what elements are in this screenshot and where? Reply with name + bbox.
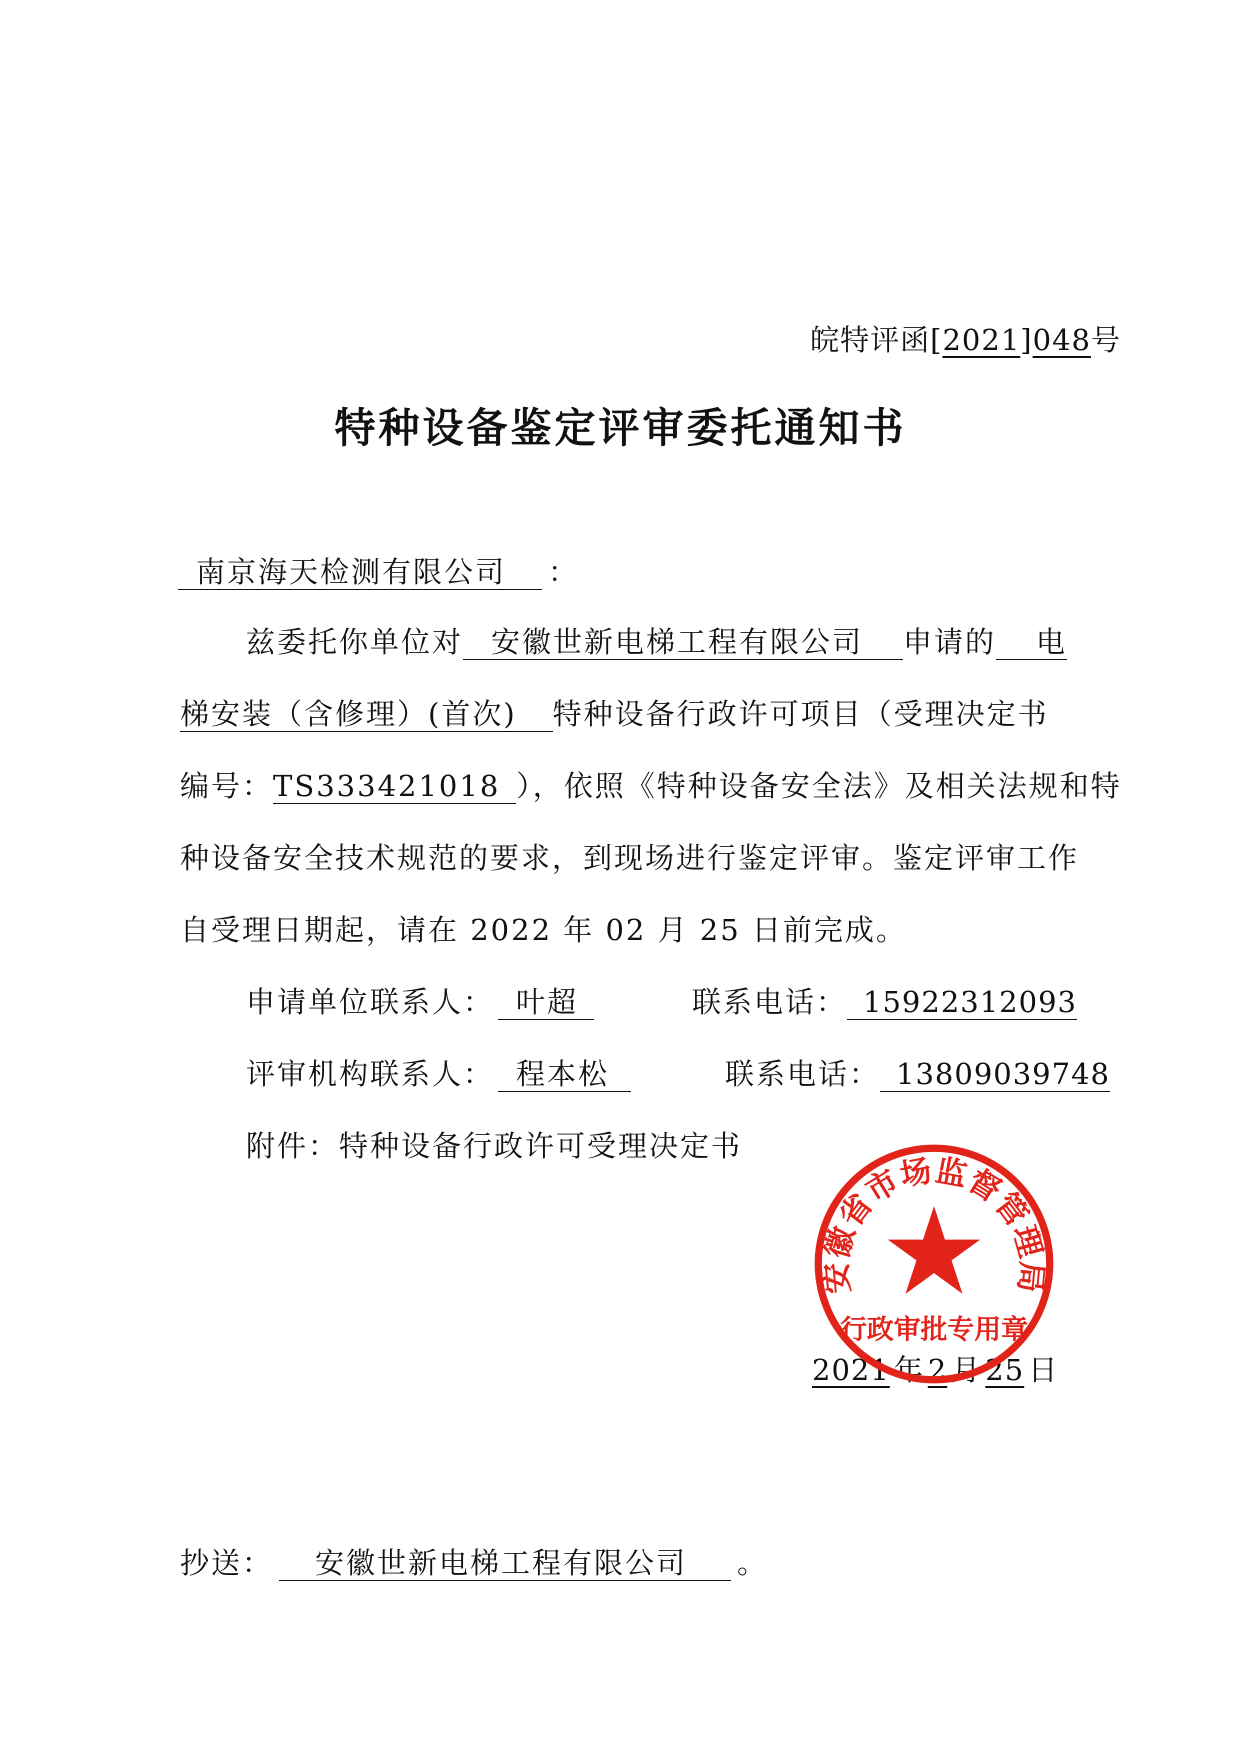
date-month: 2	[927, 1353, 948, 1387]
applicant-phone-number: 15922312093	[847, 986, 1077, 1020]
seal-star-icon	[888, 1206, 980, 1294]
reviewer-phone	[725, 1052, 1110, 1093]
decision-number: TS333421018	[273, 770, 516, 804]
cc-unit: 安徽世新电梯工程有限公司	[279, 1547, 731, 1581]
attachment-line: 附件：特种设备行政许可受理决定书	[246, 1129, 743, 1163]
cc-line	[180, 1541, 768, 1582]
body-line-4: 种设备安全技术规范的要求，到现场进行鉴定评审。鉴定评审工作	[180, 841, 1080, 875]
cc-label: 抄送：	[180, 1546, 274, 1580]
doc-number-prefix: 皖特评函[	[810, 323, 943, 357]
reviewer-contact-name: 程本松	[498, 1058, 631, 1092]
doc-number-suffix: 号	[1090, 323, 1121, 357]
applicant-contact-label: 申请单位联系人：	[246, 985, 495, 1019]
body-text-3b: ），依照《特种设备安全法》及相关法规和特	[516, 769, 1122, 803]
official-seal	[810, 1140, 1058, 1388]
seal-purpose-text: 行政审批专用章	[839, 1314, 1029, 1346]
reviewer-contact	[246, 1052, 631, 1093]
applicant-unit: 安徽世新电梯工程有限公司	[463, 626, 903, 660]
body-line-3	[180, 764, 1122, 805]
reviewer-phone-number: 13809039748	[880, 1058, 1110, 1092]
recipient-line	[178, 550, 579, 591]
applicant-phone-label: 联系电话：	[692, 985, 848, 1019]
document-number	[810, 318, 1121, 359]
date-year-unit: 年	[893, 1353, 924, 1387]
license-item-part1: 电	[996, 626, 1067, 660]
body-text-1b: 申请的	[903, 625, 997, 659]
date-month-unit: 月	[951, 1353, 982, 1387]
body-line-2	[180, 692, 1122, 733]
body-line-5: 自受理日期起，请在 2022 年 02 月 25 日前完成。	[180, 913, 907, 947]
document-title: 特种设备鉴定评审委托通知书	[334, 404, 907, 452]
doc-number-seq: 048	[1032, 323, 1091, 357]
reviewer-phone-label: 联系电话：	[725, 1057, 881, 1091]
body-text-2a: 特种设备行政许可项目（受理决定书	[552, 697, 1049, 731]
cc-end: 。	[737, 1546, 769, 1580]
doc-number-year: 2021	[942, 323, 1021, 357]
reviewer-contact-label: 评审机构联系人：	[246, 1057, 495, 1091]
date-day-unit: 日	[1028, 1353, 1059, 1387]
seal-org-text: 安徽省市场监督管理局	[818, 1152, 1050, 1296]
body-line-1	[246, 620, 1188, 661]
date-day: 25	[985, 1353, 1025, 1387]
applicant-phone	[692, 980, 1077, 1021]
recipient-colon: ：	[548, 555, 580, 589]
body-text-1a: 兹委托你单位对	[246, 625, 464, 659]
applicant-contact-name: 叶超	[498, 986, 594, 1020]
license-item-part2: 梯安装（含修理）(首次)	[180, 698, 553, 732]
recipient-name: 南京海天检测有限公司	[178, 556, 542, 590]
date-year: 2021	[812, 1353, 890, 1387]
body-text-3a: 编号：	[180, 769, 274, 803]
applicant-contact	[246, 980, 594, 1021]
doc-number-bracket: ]	[1020, 323, 1033, 357]
